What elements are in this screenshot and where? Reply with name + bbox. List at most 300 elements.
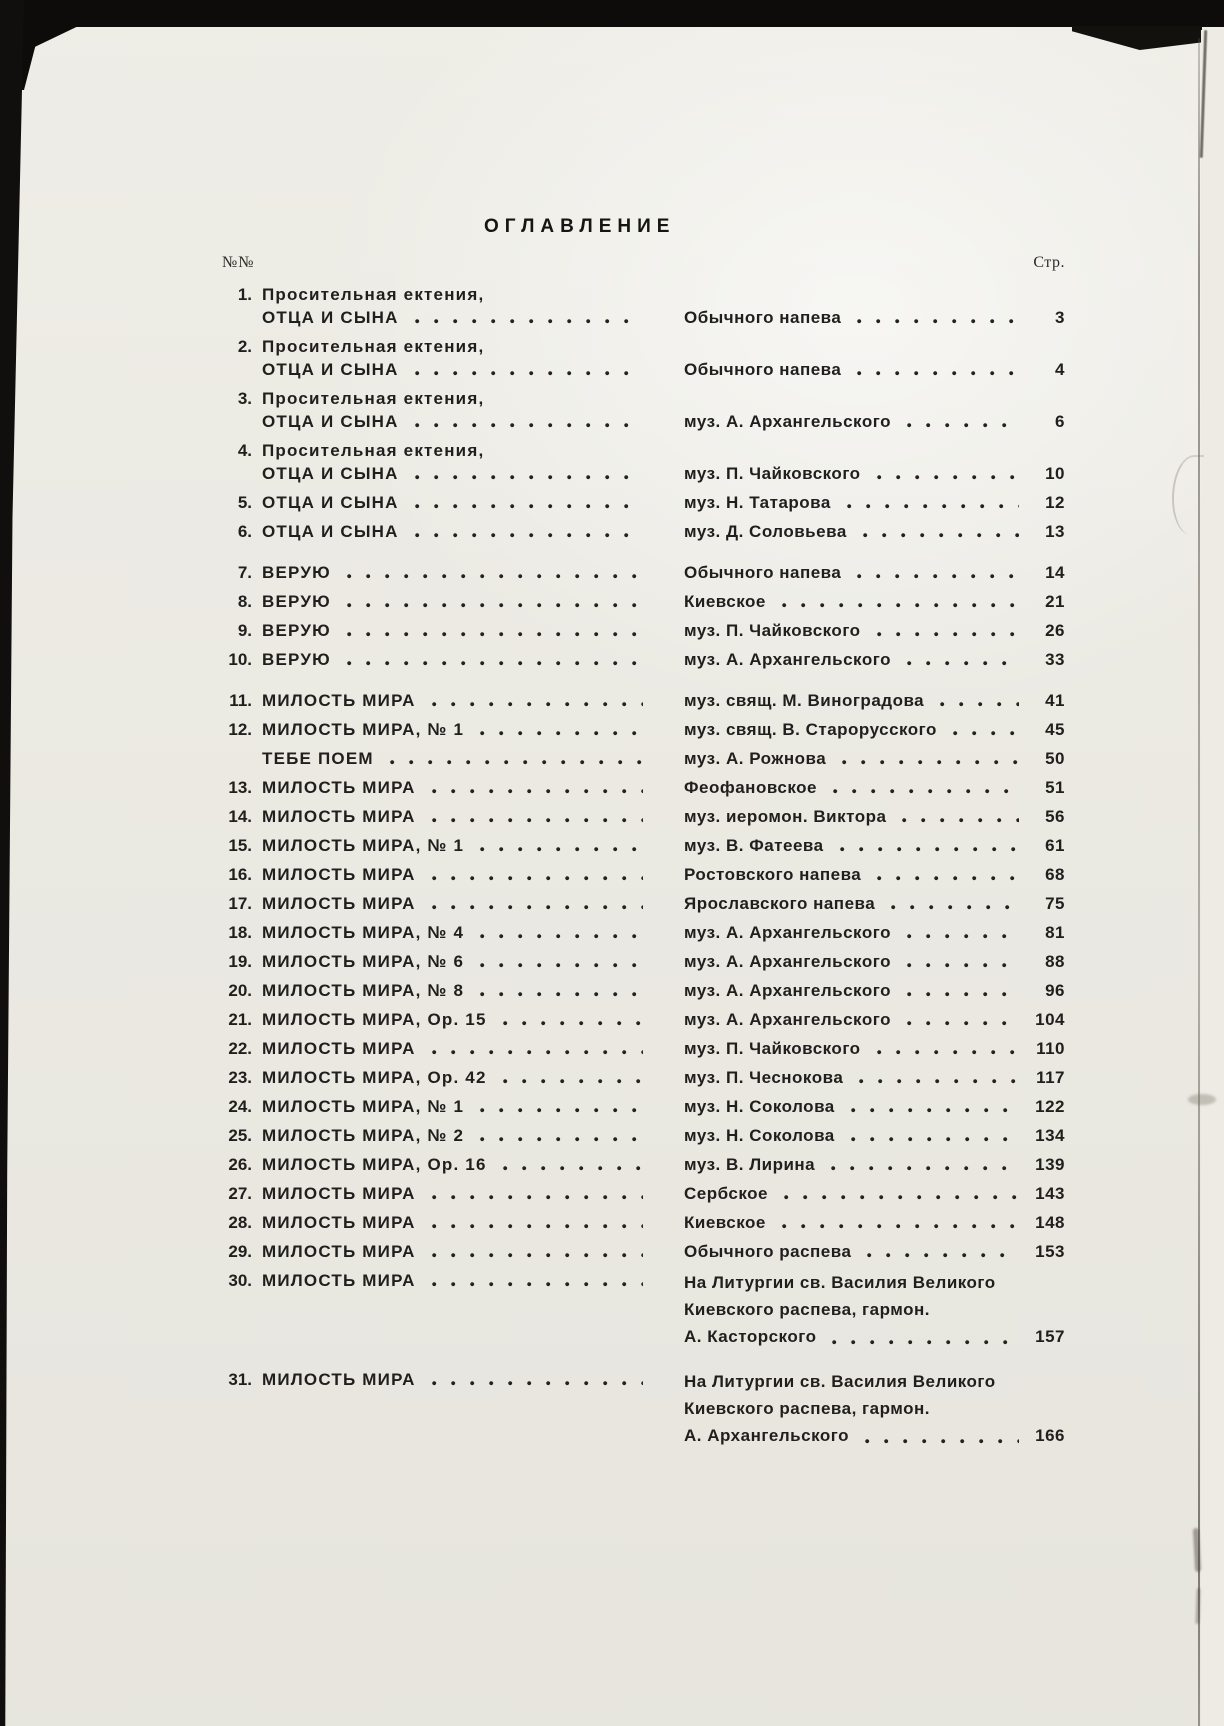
entry-title: МИЛОСТЬ МИРА	[262, 691, 416, 710]
leader-dots	[474, 979, 643, 1002]
toc-entry	[222, 520, 1065, 543]
entry-number: 11.	[229, 691, 252, 710]
entry-title-cell	[222, 892, 645, 915]
toc-entry	[222, 805, 1065, 828]
entry-title: МИЛОСТЬ МИРА, № 8	[262, 981, 465, 1000]
leader-dots	[474, 718, 643, 741]
entry-composer-line	[684, 1182, 1065, 1205]
entry-page-number: 96	[1045, 981, 1065, 1000]
entry-title: МИЛОСТЬ МИРА	[262, 865, 416, 884]
entry-title-cell	[222, 335, 645, 381]
entry-title-cell	[222, 776, 645, 799]
entry-title: МИЛОСТЬ МИРА	[262, 1184, 416, 1203]
entry-composer-cell	[684, 805, 1065, 828]
leader-dots	[859, 1422, 1019, 1449]
entry-title-cell	[222, 1095, 645, 1118]
toc-entry	[222, 834, 1065, 857]
entry-composer: муз. свящ. М. Виноградова	[684, 691, 925, 710]
leader-dots	[947, 718, 1019, 741]
entry-composer-line	[684, 358, 1065, 381]
entry-number: 26.	[228, 1155, 252, 1174]
entry-title-cell	[222, 950, 645, 973]
entry-number: 17.	[228, 894, 252, 913]
entry-composer-line	[684, 979, 1065, 1002]
entry-title-cell	[222, 979, 645, 1002]
leader-dots	[341, 648, 643, 671]
entry-title: МИЛОСТЬ МИРА, № 6	[262, 952, 465, 971]
entry-number: 21.	[228, 1010, 252, 1029]
leader-dots	[871, 462, 1019, 485]
toc-entry	[222, 335, 1065, 381]
entry-composer-cell	[684, 1095, 1065, 1118]
entry-composer: Обычного напева	[684, 563, 842, 582]
entry-number: 8.	[237, 592, 252, 611]
entry-composer-line	[684, 689, 1065, 712]
entry-title-line	[222, 410, 645, 433]
toc-entry	[222, 1095, 1065, 1118]
leader-dots	[871, 863, 1019, 886]
entry-composer-line	[684, 776, 1065, 799]
page-edge-crease	[1198, 38, 1200, 1726]
entry-title-line	[222, 1269, 645, 1292]
entry-number: 10.	[228, 650, 252, 669]
entry-title-cell	[222, 1153, 645, 1176]
entry-composer-cell	[684, 892, 1065, 915]
entry-composer: муз. В. Лирина	[684, 1155, 816, 1174]
entry-title-cell	[222, 439, 645, 485]
toc-entry	[222, 619, 1065, 642]
entry-composer-cell	[684, 491, 1065, 514]
entry-page-number: 104	[1035, 1010, 1065, 1029]
entry-title-line	[222, 590, 645, 613]
leader-dots	[409, 410, 643, 433]
entry-title-line	[222, 1124, 645, 1147]
entry-number	[222, 747, 252, 770]
entry-page-number: 56	[1045, 807, 1065, 826]
entry-title-cell	[222, 387, 645, 433]
entry-composer-line	[684, 1066, 1065, 1089]
leader-dots	[497, 1066, 643, 1089]
toc-entry	[222, 387, 1065, 433]
entry-composer-cell	[684, 747, 1065, 770]
entry-composer-cell	[684, 462, 1065, 485]
toc-entry	[222, 1368, 1065, 1449]
entry-title: ТЕБЕ ПОЕМ	[262, 749, 374, 768]
entry-composer-line	[684, 1323, 1065, 1350]
entry-composer-line	[684, 1095, 1065, 1118]
toc-entry	[222, 863, 1065, 886]
entry-page-number: 110	[1036, 1039, 1065, 1058]
page-edge-curl	[1172, 455, 1204, 535]
leader-dots	[871, 1037, 1019, 1060]
entry-title-cell	[222, 283, 645, 329]
leader-dots	[845, 1095, 1019, 1118]
entry-title: МИЛОСТЬ МИРА	[262, 1370, 416, 1389]
leader-dots	[845, 1124, 1019, 1147]
leader-dots	[851, 561, 1019, 584]
toc-entries-list	[222, 283, 1065, 1449]
entry-title-cell	[222, 689, 645, 712]
leader-dots	[776, 590, 1019, 613]
toc-entry	[222, 1240, 1065, 1263]
toc-entry	[222, 1182, 1065, 1205]
page-title: ОГЛАВЛЕНИЕ	[484, 216, 676, 237]
toc-entry	[222, 590, 1065, 613]
leader-dots	[861, 1240, 1019, 1263]
entry-title-line	[222, 1211, 645, 1234]
leader-dots	[426, 776, 643, 799]
entry-page-number: 122	[1035, 1097, 1065, 1116]
toc-entry	[222, 1211, 1065, 1234]
entry-number	[222, 462, 252, 485]
entry-title-line	[222, 1008, 645, 1031]
entry-number: 29.	[228, 1242, 252, 1261]
leader-dots	[901, 950, 1019, 973]
entry-number: 28.	[228, 1213, 252, 1232]
entry-number: 19.	[228, 952, 252, 971]
entry-title-cell	[222, 520, 645, 543]
entry-composer-cell	[684, 410, 1065, 433]
entry-title: Просительная ектения,	[262, 285, 485, 304]
entry-title-line	[222, 491, 645, 514]
entry-title-line	[222, 1240, 645, 1263]
entry-composer-line	[684, 1240, 1065, 1263]
entry-composer: муз. А. Архангельского	[684, 650, 891, 669]
leader-dots	[426, 1182, 643, 1205]
entry-composer: муз. А. Архангельского	[684, 981, 891, 1000]
entry-number: 14.	[228, 807, 252, 826]
entry-title-line	[222, 689, 645, 712]
toc-entry	[222, 1124, 1065, 1147]
entry-composer-line	[684, 718, 1065, 741]
leader-dots	[834, 834, 1019, 857]
leader-dots	[426, 892, 643, 915]
entry-title-cell	[222, 1182, 645, 1205]
leader-dots	[474, 921, 643, 944]
leader-dots	[827, 776, 1019, 799]
leader-dots	[841, 491, 1019, 514]
entry-composer-line	[684, 1368, 1065, 1395]
entry-title-cell	[222, 1066, 645, 1089]
entry-composer: На Литургии св. Василия Великого	[684, 1273, 996, 1292]
entry-composer-line	[684, 863, 1065, 886]
leader-dots	[776, 1211, 1019, 1234]
entry-composer: Ростовского напева	[684, 865, 862, 884]
toc-entry	[222, 283, 1065, 329]
entry-number: 13.	[228, 778, 252, 797]
page-column-header: Стр.	[1033, 254, 1065, 271]
entry-composer: муз. Н. Соколова	[684, 1126, 835, 1145]
entry-title: МИЛОСТЬ МИРА	[262, 894, 416, 913]
entry-composer-cell	[684, 1008, 1065, 1031]
leader-dots	[934, 689, 1019, 712]
entry-page-number: 157	[1035, 1327, 1065, 1346]
entry-composer: муз. В. Фатеева	[684, 836, 824, 855]
entry-number: 30.	[228, 1271, 252, 1290]
entry-composer-line	[684, 1422, 1065, 1449]
leader-dots	[497, 1153, 643, 1176]
entry-page-number: 21	[1045, 592, 1065, 611]
entry-composer-cell	[684, 834, 1065, 857]
toc-entry	[222, 979, 1065, 1002]
toc-entry	[222, 561, 1065, 584]
leader-dots	[426, 1269, 643, 1292]
scan-top-edge	[0, 0, 1224, 27]
entry-number: 6.	[237, 522, 252, 541]
entry-title-cell	[222, 619, 645, 642]
leader-dots	[409, 306, 643, 329]
entry-composer: муз. П. Чайковского	[684, 1039, 861, 1058]
entry-composer-cell	[684, 776, 1065, 799]
entry-composer-cell	[684, 561, 1065, 584]
toc-entry	[222, 1269, 1065, 1350]
entry-page-number: 41	[1045, 691, 1065, 710]
entry-title-line	[222, 892, 645, 915]
entry-composer-line	[684, 1211, 1065, 1234]
toc-entry	[222, 1037, 1065, 1060]
entry-page-number: 68	[1045, 865, 1065, 884]
entry-title-line	[222, 306, 645, 329]
entry-composer-line	[684, 1296, 1065, 1323]
entry-composer: Обычного напева	[684, 308, 842, 327]
leader-dots	[901, 1008, 1019, 1031]
entry-composer-line	[684, 590, 1065, 613]
entry-page-number: 50	[1045, 749, 1065, 768]
toc-entry	[222, 776, 1065, 799]
entry-composer: муз. П. Чайковского	[684, 464, 861, 483]
entry-title-line	[222, 1368, 645, 1391]
entry-title-cell	[222, 491, 645, 514]
leader-dots	[474, 834, 643, 857]
leader-dots	[853, 1066, 1019, 1089]
entry-number	[222, 306, 252, 329]
entry-composer: муз. свящ. В. Старорусского	[684, 720, 937, 739]
entry-composer: муз. П. Чайковского	[684, 621, 861, 640]
entry-composer-cell	[684, 1269, 1065, 1350]
entry-title-line	[222, 979, 645, 1002]
entry-page-number: 117	[1036, 1068, 1065, 1087]
entry-number: 27.	[228, 1184, 252, 1203]
entry-composer-cell	[684, 1182, 1065, 1205]
toc-entry	[222, 747, 1065, 770]
entry-composer-cell	[684, 306, 1065, 329]
entry-composer: Киевское	[684, 592, 766, 611]
leader-dots	[341, 561, 643, 584]
entry-page-number: 3	[1055, 308, 1065, 327]
entry-composer-cell	[684, 921, 1065, 944]
entry-number: 15.	[228, 836, 252, 855]
entry-number	[222, 358, 252, 381]
entry-composer-cell	[684, 590, 1065, 613]
entry-title-line	[222, 921, 645, 944]
leader-dots	[901, 921, 1019, 944]
entry-page-number: 143	[1035, 1184, 1065, 1203]
entry-title-line	[222, 358, 645, 381]
toc-entry	[222, 950, 1065, 973]
entry-page-number: 88	[1045, 952, 1065, 971]
entry-composer-cell	[684, 1037, 1065, 1060]
entry-page-number: 81	[1045, 923, 1065, 942]
leader-dots	[851, 306, 1019, 329]
entry-composer-line	[684, 520, 1065, 543]
entry-title-line	[222, 648, 645, 671]
entry-title: МИЛОСТЬ МИРА	[262, 1213, 416, 1232]
entry-title-line	[222, 1153, 645, 1176]
entry-page-number: 134	[1035, 1126, 1065, 1145]
toc-entry	[222, 718, 1065, 741]
entry-title-line	[222, 1037, 645, 1060]
entry-composer-line	[684, 805, 1065, 828]
entry-composer: муз. Д. Соловьева	[684, 522, 847, 541]
entry-composer: На Литургии св. Василия Великого	[684, 1372, 996, 1391]
leader-dots	[341, 590, 643, 613]
entry-title-line	[222, 1182, 645, 1205]
leader-dots	[474, 1124, 643, 1147]
entry-title-line	[222, 950, 645, 973]
entry-composer: Киевского распева, гармон.	[684, 1399, 930, 1418]
entry-composer-line	[684, 747, 1065, 770]
entry-title-cell	[222, 1211, 645, 1234]
entry-composer-line	[684, 1037, 1065, 1060]
entry-composer: муз. П. Чеснокова	[684, 1068, 844, 1087]
entry-title: МИЛОСТЬ МИРА, Ор. 42	[262, 1068, 487, 1087]
entry-title: МИЛОСТЬ МИРА, № 1	[262, 1097, 465, 1116]
entry-title-line	[222, 387, 645, 410]
entry-composer: Сербское	[684, 1184, 768, 1203]
entry-composer: Киевское	[684, 1213, 766, 1232]
toc-entry	[222, 689, 1065, 712]
entry-title-cell	[222, 1368, 645, 1391]
page-edge-notch	[1188, 1094, 1216, 1105]
entry-composer-line	[684, 1269, 1065, 1296]
entry-number: 23.	[228, 1068, 252, 1087]
entry-page-number: 51	[1045, 778, 1065, 797]
entry-title-line	[222, 439, 645, 462]
entry-title-cell	[222, 1037, 645, 1060]
entry-number: 7.	[237, 563, 252, 582]
entry-page-number: 33	[1045, 650, 1065, 669]
entry-composer: муз. иеромон. Виктора	[684, 807, 887, 826]
entry-composer-line	[684, 834, 1065, 857]
leader-dots	[426, 1368, 643, 1391]
entry-title-cell	[222, 921, 645, 944]
entry-title: Просительная ектения,	[262, 441, 485, 460]
entry-composer-line	[684, 648, 1065, 671]
entry-composer: муз. А. Архангельского	[684, 1010, 891, 1029]
entry-number: 1.	[237, 285, 252, 304]
leader-dots	[901, 648, 1019, 671]
leader-dots	[426, 1037, 643, 1060]
entry-title: ОТЦА И СЫНА	[262, 522, 399, 541]
entry-title-cell	[222, 863, 645, 886]
entry-page-number: 139	[1035, 1155, 1065, 1174]
entry-title: МИЛОСТЬ МИРА, № 1	[262, 720, 465, 739]
leader-dots	[901, 410, 1019, 433]
entry-composer-cell	[684, 1124, 1065, 1147]
leader-dots	[341, 619, 643, 642]
entry-composer: А. Касторского	[684, 1327, 817, 1346]
leader-dots	[409, 358, 643, 381]
entry-title: МИЛОСТЬ МИРА	[262, 778, 416, 797]
toc-entry	[222, 648, 1065, 671]
table-of-contents	[222, 216, 1065, 1455]
page-fore-edge	[1201, 30, 1224, 1726]
entry-title: МИЛОСТЬ МИРА	[262, 1242, 416, 1261]
entry-composer-cell	[684, 979, 1065, 1002]
entry-composer: Ярославского напева	[684, 894, 876, 913]
entry-title: ОТЦА И СЫНА	[262, 493, 399, 512]
entry-page-number: 75	[1045, 894, 1065, 913]
entry-title: МИЛОСТЬ МИРА, № 2	[262, 1126, 465, 1145]
toc-header-row	[222, 254, 1065, 272]
entry-title-cell	[222, 1124, 645, 1147]
leader-dots	[426, 1240, 643, 1263]
entry-title: ВЕРУЮ	[262, 621, 331, 640]
leader-dots	[851, 358, 1019, 381]
leader-dots	[426, 805, 643, 828]
entry-title: ВЕРУЮ	[262, 563, 331, 582]
entry-title: ВЕРУЮ	[262, 650, 331, 669]
entry-composer-line	[684, 1124, 1065, 1147]
toc-entry	[222, 439, 1065, 485]
entry-title: МИЛОСТЬ МИРА, № 4	[262, 923, 465, 942]
leader-dots	[426, 689, 643, 712]
leader-dots	[826, 1323, 1019, 1350]
entry-number: 9.	[237, 621, 252, 640]
entry-composer-line	[684, 491, 1065, 514]
entry-composer: Обычного распева	[684, 1242, 852, 1261]
entry-title-line	[222, 1066, 645, 1089]
entry-title: МИЛОСТЬ МИРА	[262, 1271, 416, 1290]
entry-composer-line	[684, 950, 1065, 973]
entry-title-cell	[222, 648, 645, 671]
entry-title: Просительная ектения,	[262, 337, 485, 356]
entry-composer-line	[684, 892, 1065, 915]
leader-dots	[871, 619, 1019, 642]
entry-composer-cell	[684, 1153, 1065, 1176]
entry-page-number: 26	[1045, 621, 1065, 640]
entry-title: МИЛОСТЬ МИРА	[262, 807, 416, 826]
entry-title: МИЛОСТЬ МИРА	[262, 1039, 416, 1058]
entry-composer-cell	[684, 689, 1065, 712]
entry-title-line	[222, 561, 645, 584]
entry-title-line	[222, 747, 645, 770]
toc-entry	[222, 1008, 1065, 1031]
leader-dots	[409, 491, 643, 514]
entry-title-cell	[222, 747, 645, 770]
leader-dots	[409, 462, 643, 485]
entry-title-line	[222, 863, 645, 886]
leader-dots	[409, 520, 643, 543]
entry-composer: муз. А. Архангельского	[684, 923, 891, 942]
entry-page-number: 13	[1045, 522, 1065, 541]
entry-title-line	[222, 1095, 645, 1118]
entry-title-cell	[222, 1240, 645, 1263]
entry-composer-line	[684, 619, 1065, 642]
leader-dots	[474, 950, 643, 973]
entry-title-line	[222, 718, 645, 741]
entry-page-number: 4	[1055, 360, 1065, 379]
entry-page-number: 153	[1035, 1242, 1065, 1261]
entry-title: МИЛОСТЬ МИРА, Ор. 16	[262, 1155, 487, 1174]
entry-composer-cell	[684, 1240, 1065, 1263]
leader-dots	[497, 1008, 643, 1031]
entry-composer: Феофановское	[684, 778, 817, 797]
entry-title: Просительная ектения,	[262, 389, 485, 408]
entry-title-cell	[222, 718, 645, 741]
entry-composer: А. Архангельского	[684, 1426, 849, 1445]
entry-composer-cell	[684, 358, 1065, 381]
